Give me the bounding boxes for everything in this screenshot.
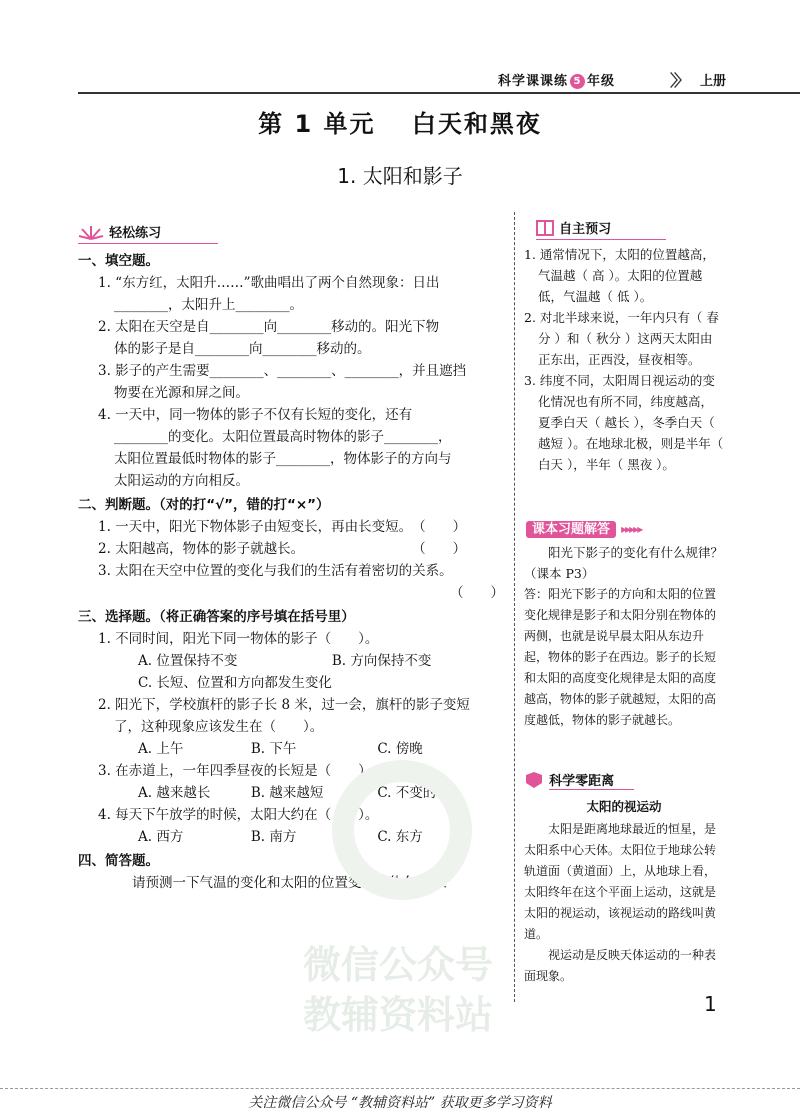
science-zero-content bbox=[524, 796, 724, 987]
grade-number-badge: 5 bbox=[570, 74, 585, 89]
fill-q2-line2: 体的影子是自________向________移动的。 bbox=[114, 341, 371, 357]
watermark-line-1: 微信公众号 bbox=[302, 943, 493, 987]
footer-rule bbox=[0, 1088, 800, 1089]
sunburst-icon bbox=[78, 224, 104, 240]
judge-q2: 2. 太阳越高，物体的影子就越长。 （ ） bbox=[98, 541, 467, 557]
column-divider bbox=[514, 212, 515, 1002]
grade-suffix: 年级 bbox=[587, 74, 616, 89]
fill-q1-line2: ________，太阳升上________。 bbox=[114, 297, 303, 313]
judge-q3: 3. 太阳在天空中位置的变化与我们的生活有着密切的关系。 bbox=[98, 563, 453, 579]
footer-notice: 关注微信公众号 “教辅资料站” 获取更多学习资料 bbox=[248, 1095, 552, 1111]
practice-badge-underline bbox=[78, 243, 218, 244]
fill-q3-line1: 3. 影子的产生需要________、________、________，并且遮挡 bbox=[98, 363, 467, 379]
fill-q4-line3: 太阳位置最低时物体的影子________，物体影子的方向与 bbox=[114, 451, 452, 467]
judge-q1: 1. 一天中，阳光下物体影子由短变长，再由长变短。 （ ） bbox=[98, 519, 467, 535]
preview-item-1: 1. 通常情况下，太阳的位置越高，气温越（ 高 ）。太阳的位置越低，气温越（ 低 ）。 bbox=[524, 247, 715, 304]
header-rule bbox=[78, 92, 800, 94]
choice-q1-options-ab: A. 位置保持不变 B. 方向保持不变 bbox=[138, 653, 432, 669]
page-number: 1 bbox=[704, 992, 717, 1016]
judge-q3-bracket: （ ） bbox=[450, 585, 504, 601]
fill-q4-line2: ________的变化。太阳位置最高时物体的影子________， bbox=[114, 429, 452, 445]
sun-motion-title: 太阳的视运动 bbox=[586, 799, 662, 814]
book-icon bbox=[536, 220, 554, 236]
science-zero-badge bbox=[524, 770, 724, 789]
short-answer-q1: 请预测一下气温的变化和太阳的位置变化有什么关系？ bbox=[132, 875, 456, 891]
preview-badge bbox=[536, 218, 676, 240]
sun-motion-paragraph-1: 太阳是距离地球最近的恒星，是太阳系中心天体。太阳位于地球公转轨道面（黄道面）上，从地球上看，太阳终年在这个平面上运动，这就是太阳的视运动，该视运动的路线叫黄道。 bbox=[524, 822, 717, 941]
watermark-line-2: 教辅资料站 bbox=[302, 993, 493, 1037]
short-answer-title: 四、简答题。 bbox=[78, 853, 159, 869]
preview-item-2: 2. 对北半球来说，一年内只有（ 春分 ）和（ 秋分 ）这两天太阳由正东出，正西没，昼夜相等。 bbox=[524, 310, 719, 367]
fill-q3-line2: 物要在光源和屏之间。 bbox=[114, 385, 249, 401]
practice-badge-label: 轻松练习 bbox=[109, 226, 162, 241]
fill-q2-line1: 2. 太阳在天空是自________向________移动的。阳光下物 bbox=[98, 319, 440, 335]
header-book-title bbox=[498, 70, 615, 89]
choice-title: 三、选择题。（将正确答案的序号填在括号里） bbox=[78, 609, 355, 625]
ribbon-icon bbox=[524, 771, 544, 789]
preview-content bbox=[524, 244, 724, 475]
choice-q4: 4. 每天下午放学的时候，太阳大约在（ ）。 bbox=[98, 807, 379, 823]
book-name: 科学课课练 bbox=[498, 74, 569, 89]
fill-q4-line1: 4. 一天中，同一物体的影子不仅有长短的变化，还有 bbox=[98, 407, 413, 423]
textbook-question: 阳光下影子的变化有什么规律？（课本 P3） bbox=[524, 545, 724, 581]
lesson-title: 1. 太阳和影子 bbox=[337, 164, 463, 188]
science-zero-label: 科学零距离 bbox=[549, 774, 634, 790]
choice-q2-line1: 2. 阳光下，学校旗杆的影子长 8 米，过一会，旗杆的影子变短 bbox=[98, 697, 470, 713]
choice-q2-line2: 了，这种现象应该发生在（ ）。 bbox=[114, 719, 324, 735]
fill-q1-line1: 1. “东方红，太阳升……”歌曲唱出了两个自然现象：日出 bbox=[98, 275, 440, 291]
choice-q1: 1. 不同时间，阳光下同一物体的影子（ ）。 bbox=[98, 631, 379, 647]
fill-blank-title: 一、填空题。 bbox=[78, 253, 159, 269]
preview-item-3: 3. 纬度不同，太阳周日视运动的变化情况也有所不同，纬度越高，夏季白天（ 越长 ），冬季白天（ 越短 ）。在地球北极，则是半年（ 白天 ），半年（ 黑夜 ）。 bbox=[524, 373, 724, 472]
arrow-trail-icon: ▸▸▸▸▸ bbox=[621, 522, 642, 536]
choice-q1-option-c: C. 长短、位置和方向都发生变化 bbox=[138, 675, 332, 691]
fill-blank-questions bbox=[78, 272, 510, 492]
fill-q4-line4: 太阳运动的方向相反。 bbox=[114, 473, 249, 489]
watermark-logo-icon bbox=[332, 760, 472, 900]
textbook-answer: 答：阳光下影子的方向和太阳的位置变化规律是影子和太阳分别在物体的两侧，也就是说早晨太阳从东边升起，物体的影子在西边。影子的长短和太阳的高度变化规律是太阳的高度越高，物体的影子就越短，太阳的高度越低，物体的影子就越长。 bbox=[524, 587, 717, 727]
double-chevron-icon: 〉〉 bbox=[670, 71, 687, 90]
choice-q3-options: A. 越来越长 B. 越来越短 C. 不变的 bbox=[138, 785, 437, 801]
choice-q3: 3. 在赤道上，一年四季昼夜的长短是（ ）。 bbox=[98, 763, 379, 779]
volume-label: 上册 bbox=[700, 74, 727, 89]
choice-q2-options: A. 上午 B. 下午 C. 傍晚 bbox=[138, 741, 423, 757]
watermark-text bbox=[278, 940, 518, 1040]
practice-badge bbox=[78, 222, 218, 244]
judge-questions bbox=[78, 516, 510, 604]
unit-title: 第 1 单元 白天和黑夜 bbox=[258, 110, 542, 138]
preview-badge-label: 自主预习 bbox=[559, 222, 612, 237]
textbook-answer-label: 课本习题解答 bbox=[526, 521, 616, 538]
textbook-answer-content bbox=[524, 542, 724, 731]
preview-badge-underline bbox=[536, 239, 666, 240]
textbook-answer-badge bbox=[526, 518, 726, 537]
sun-motion-paragraph-2: 视运动是反映天体运动的一种表面现象。 bbox=[524, 948, 717, 983]
choice-q4-options: A. 西方 B. 南方 C. 东方 bbox=[138, 829, 423, 845]
judge-title: 二、判断题。（对的打“√”，错的打“×”） bbox=[78, 497, 330, 513]
